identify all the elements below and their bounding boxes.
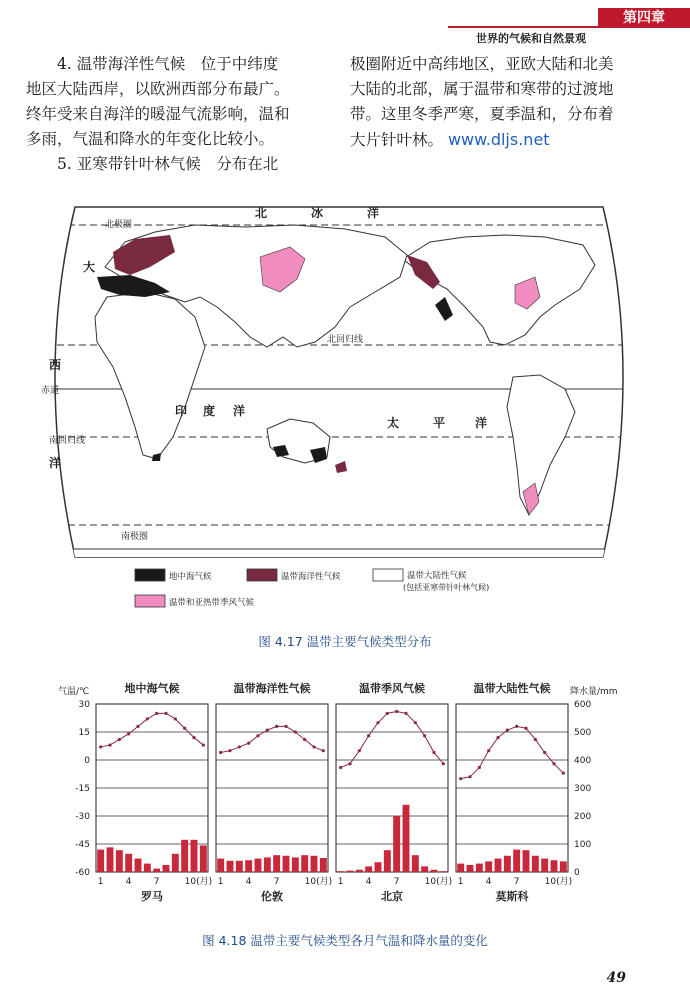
temperature-point: [99, 745, 102, 748]
temperature-point: [423, 734, 426, 737]
precipitation-bar: [532, 856, 539, 872]
month-tick-label: 10(月): [184, 877, 213, 887]
temp-tick-label: -60: [75, 868, 90, 878]
precipitation-bar: [412, 855, 419, 872]
precipitation-bar: [301, 855, 308, 872]
precipitation-bar: [431, 870, 438, 872]
temperature-point: [136, 725, 139, 728]
month-tick-label: 4: [125, 877, 132, 887]
month-tick-label: 1: [217, 877, 224, 887]
precipitation-bar: [495, 859, 502, 872]
label-yin: 印: [175, 404, 188, 418]
paragraph-line: 终年受来自海洋的暖湿气流影响，温和: [26, 105, 290, 123]
text-column-left: [26, 52, 336, 177]
paragraph-line: 4. 温带海洋性气候 位于中纬度: [57, 55, 279, 73]
temperature-point: [478, 766, 481, 769]
page-number: 49: [606, 970, 626, 986]
precipitation-bar: [356, 870, 363, 872]
temperature-point: [367, 734, 370, 737]
running-title: 世界的气候和自然景观: [476, 32, 586, 45]
temperature-point: [164, 712, 167, 715]
month-tick-label: 7: [153, 877, 160, 887]
precipitation-bar: [384, 850, 391, 872]
precipitation-bar: [163, 865, 170, 872]
world-climate-map: [35, 197, 643, 617]
temperature-point: [506, 729, 509, 732]
climate-charts: [56, 678, 656, 908]
chapter-tag: 第四章: [598, 8, 690, 28]
temperature-point: [155, 712, 158, 715]
precipitation-bar: [476, 864, 483, 872]
precipitation-bar: [227, 861, 234, 872]
precipitation-bar: [292, 857, 299, 872]
label-ping: 平: [433, 416, 446, 430]
paragraph-line: 大陆的北部，属于温带和寒带的过渡地: [350, 80, 614, 98]
temperature-point: [339, 766, 342, 769]
legend-swatch-monsoon: [135, 595, 165, 607]
precipitation-bar: [467, 865, 474, 872]
temperature-point: [238, 745, 241, 748]
antarctica-landmass: [35, 549, 643, 617]
paragraph-line: 极圈附近中高纬地区，亚欧大陆和北美: [350, 55, 614, 73]
month-tick-label: 10(月): [424, 877, 453, 887]
precipitation-bar: [375, 862, 382, 872]
legend-sublabel-temperate-continental: (包括亚寒带针叶林气候): [403, 583, 490, 592]
label-bei: 北: [255, 206, 268, 220]
label-yang-north: 洋: [367, 206, 380, 220]
precipitation-bar: [153, 869, 160, 872]
temperature-point: [562, 771, 565, 774]
temperature-point: [127, 732, 130, 735]
temperature-point: [228, 749, 231, 752]
month-tick-label: 10(月): [304, 877, 333, 887]
temperature-point: [524, 727, 527, 730]
temperature-point: [543, 751, 546, 754]
precip-tick-label: 500: [574, 728, 592, 738]
precip-tick-label: 0: [574, 868, 580, 878]
temp-tick-label: 30: [78, 700, 90, 710]
temperature-point: [118, 738, 121, 741]
temperature-point: [202, 743, 205, 746]
legend-label-monsoon: 温带和亚热带季风气候: [169, 598, 255, 608]
legend-label-mediterranean: 地中海气候: [169, 572, 212, 582]
temperature-point: [386, 712, 389, 715]
panel-city: 罗马: [141, 890, 163, 903]
paragraph-line: 多雨，气温和降水的年变化比较小。: [26, 130, 275, 148]
precipitation-bar: [135, 859, 142, 872]
month-tick-label: 7: [273, 877, 280, 887]
precipitation-bar: [107, 847, 114, 872]
paragraph-line: 5. 亚寒带针叶林气候 分布在北: [57, 155, 279, 173]
website-watermark[interactable]: www.dljs.net: [447, 130, 550, 149]
precipitation-bar: [365, 866, 372, 872]
temperature-point: [256, 734, 259, 737]
precipitation-bar: [513, 850, 520, 872]
precip-tick-label: 300: [574, 784, 592, 794]
panel-city: 北京: [381, 890, 403, 903]
month-tick-label: 10(月): [544, 877, 573, 887]
temperature-point: [294, 730, 297, 733]
precipitation-bar: [191, 840, 198, 872]
precip-tick-label: 600: [574, 700, 592, 710]
precipitation-bar: [144, 864, 151, 872]
precipitation-bar: [393, 816, 400, 872]
temperature-point: [266, 729, 269, 732]
label-du: 度: [203, 404, 216, 418]
temperature-point: [146, 717, 149, 720]
label-bing: 冰: [311, 206, 324, 220]
temperature-point: [322, 749, 325, 752]
panel-title: 温带大陆性气候: [473, 682, 551, 695]
month-tick-label: 4: [365, 877, 372, 887]
panel-title: 温带海洋性气候: [233, 682, 311, 695]
panel-title: 温带季风气候: [359, 682, 425, 695]
precipitation-bar: [485, 861, 492, 872]
precipitation-bar: [200, 845, 207, 872]
precipitation-bar: [255, 859, 262, 872]
label-tropic-capricorn: 南回归线: [49, 436, 86, 446]
precipitation-bar: [403, 805, 410, 872]
temperature-point: [247, 742, 250, 745]
precip-tick-label: 400: [574, 756, 592, 766]
precipitation-bar: [440, 871, 447, 872]
label-da: 大: [83, 260, 96, 274]
temp-tick-label: -30: [75, 812, 90, 822]
precip-tick-label: 200: [574, 812, 592, 822]
temperature-point: [174, 717, 177, 720]
precipitation-bar: [172, 854, 179, 872]
temperature-point: [496, 736, 499, 739]
temperature-point: [432, 751, 435, 754]
temperature-point: [534, 738, 537, 741]
precipitation-bar: [551, 860, 558, 872]
month-tick-label: 7: [393, 877, 400, 887]
temperature-point: [192, 736, 195, 739]
figure-caption-4-18: 图 4.18 温带主要气候类型各月气温和降水量的变化: [202, 933, 488, 948]
temperature-point: [414, 721, 417, 724]
precipitation-bar: [337, 871, 344, 872]
precipitation-bar: [504, 856, 511, 872]
precipitation-bar: [245, 860, 252, 872]
precipitation-bar: [541, 859, 548, 872]
precipitation-bar: [523, 850, 530, 872]
precipitation-bar: [283, 856, 290, 872]
label-yang-west: 洋: [49, 456, 62, 470]
paragraph-line: 大片针叶林。 www.dljs.net: [350, 130, 550, 149]
precipitation-bar: [236, 861, 243, 872]
precipitation-bar: [311, 856, 318, 872]
label-xi: 西: [49, 358, 62, 372]
label-antarctic-circle: 南极圈: [121, 532, 149, 542]
figure-caption-4-17: 图 4.17 温带主要气候类型分布: [258, 634, 432, 649]
legend-label-temperate-continental: 温带大陆性气候: [407, 571, 467, 581]
temperature-point: [487, 749, 490, 752]
label-arctic-circle: 北极圈: [105, 220, 133, 230]
precipitation-bar: [181, 840, 188, 872]
temperature-point: [459, 777, 462, 780]
legend-label-temperate-maritime: 温带海洋性气候: [281, 572, 341, 582]
temp-tick-label: -45: [75, 840, 90, 850]
legend-swatch-temperate-continental: [373, 569, 403, 581]
label-tai: 太: [387, 416, 400, 430]
map-legend: [135, 569, 489, 608]
precipitation-bar: [217, 859, 224, 872]
temperature-point: [395, 710, 398, 713]
temperature-point: [404, 712, 407, 715]
panel-city: 莫斯科: [495, 890, 529, 903]
month-tick-label: 1: [97, 877, 104, 887]
temperature-point: [468, 775, 471, 778]
paragraph-line: 地区大陆西岸，以欧洲西部分布最广。: [26, 80, 290, 98]
precipitation-bar: [347, 871, 354, 872]
panel-title: 地中海气候: [124, 682, 180, 695]
temperature-point: [108, 743, 111, 746]
precipitation-bar: [457, 864, 464, 872]
precip-tick-label: 100: [574, 840, 592, 850]
temperature-point: [284, 725, 287, 728]
panel-city: 伦敦: [261, 890, 283, 903]
month-tick-label: 1: [337, 877, 344, 887]
paragraph-line: 带。这里冬季严寒，夏季温和，分布着: [350, 105, 614, 123]
temperature-point: [515, 725, 518, 728]
precip-axis-label: 降水量/mm: [570, 687, 618, 697]
temperature-point: [219, 751, 222, 754]
temperature-point: [303, 738, 306, 741]
precipitation-bar: [97, 850, 104, 872]
temperature-point: [376, 721, 379, 724]
precipitation-bar: [125, 854, 132, 872]
precipitation-bar: [560, 861, 567, 872]
precipitation-bar: [273, 855, 280, 872]
temperature-point: [348, 762, 351, 765]
temp-tick-label: 0: [84, 756, 90, 766]
temp-tick-label: 15: [78, 728, 90, 738]
temp-axis-label: 气温/℃: [58, 687, 90, 697]
label-yang-pacific: 洋: [475, 416, 488, 430]
precipitation-bar: [264, 857, 271, 872]
label-yang-indian: 洋: [233, 404, 246, 418]
month-tick-label: 7: [513, 877, 520, 887]
text-column-right: [350, 52, 665, 153]
temperature-point: [275, 725, 278, 728]
precipitation-bar: [116, 850, 123, 872]
temperature-point: [552, 762, 555, 765]
temperature-point: [183, 727, 186, 730]
temperature-point: [312, 745, 315, 748]
temperature-point: [442, 762, 445, 765]
precipitation-bar: [320, 858, 327, 872]
label-tropic-cancer: 北回归线: [327, 335, 364, 345]
month-tick-label: 1: [457, 877, 464, 887]
month-tick-label: 4: [245, 877, 252, 887]
temperature-point: [358, 749, 361, 752]
legend-swatch-temperate-maritime: [247, 569, 277, 581]
label-equator: 赤道: [41, 386, 60, 396]
precipitation-bar: [421, 866, 428, 872]
legend-swatch-mediterranean: [135, 569, 165, 581]
temp-tick-label: -15: [75, 784, 90, 794]
month-tick-label: 4: [485, 877, 492, 887]
